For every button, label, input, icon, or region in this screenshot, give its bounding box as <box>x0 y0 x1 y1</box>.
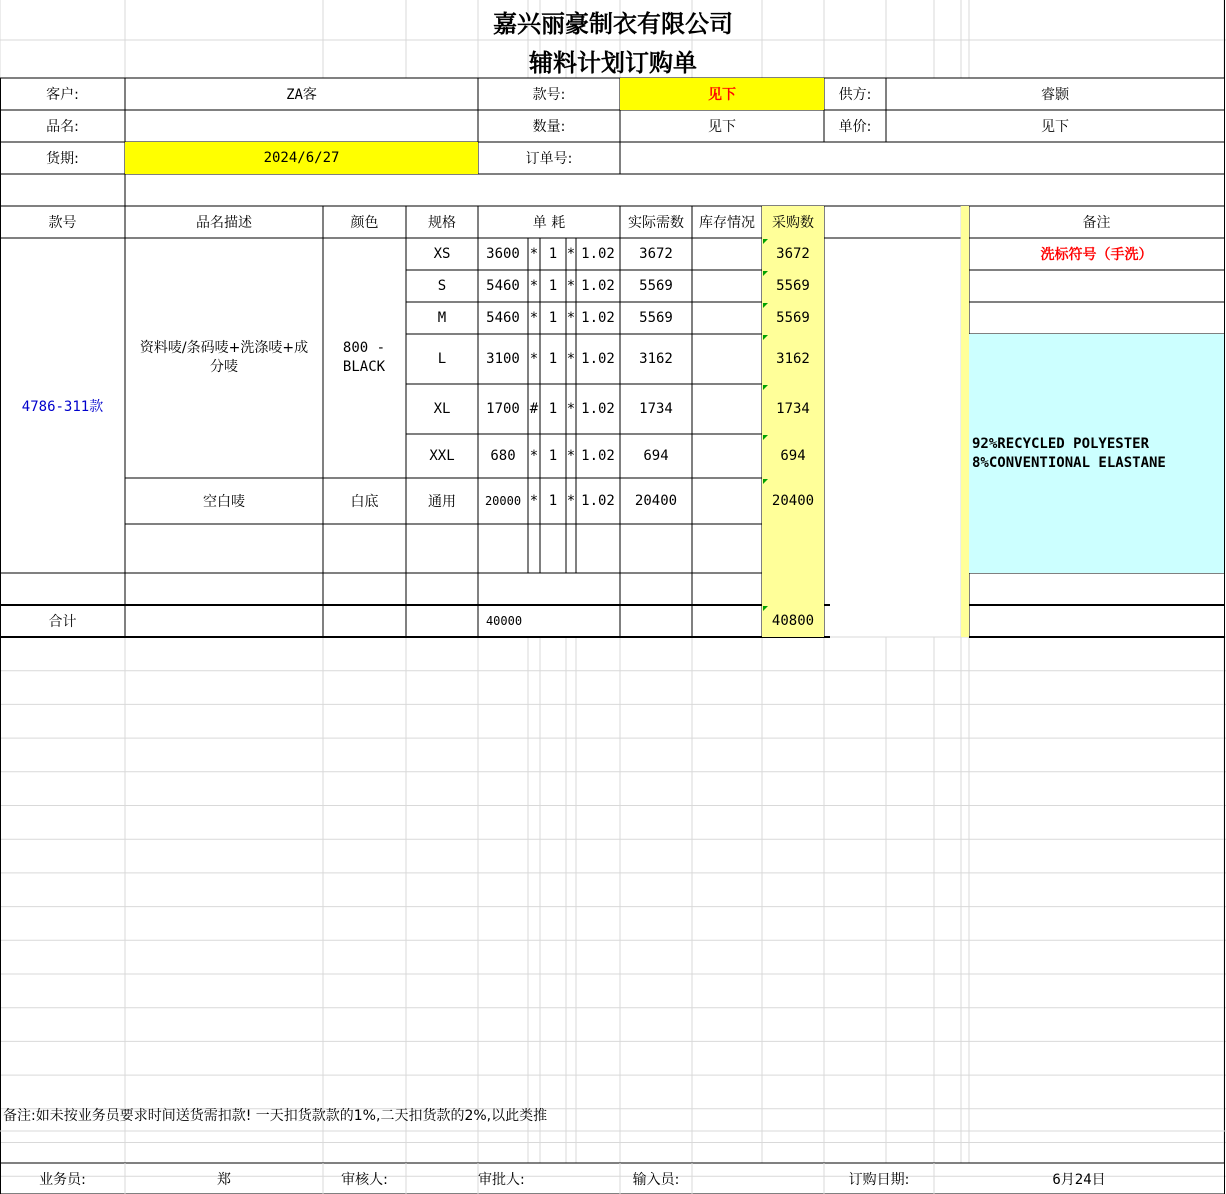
size-cell: L <box>437 351 447 367</box>
header-color: 颜色 <box>350 215 379 231</box>
description-main: 资料唛/条码唛+洗涤唛+成分唛 <box>139 340 309 375</box>
purchase-cell[interactable]: 1734 <box>776 401 810 417</box>
operator-cell: * <box>566 278 576 294</box>
multiplier-cell: 1 <box>548 246 558 262</box>
operator-cell: * <box>566 310 576 326</box>
qty-cell: 5460 <box>486 310 520 326</box>
size-cell: XL <box>433 401 451 417</box>
size-cell: XS <box>433 246 451 262</box>
approver-label: 审批人: <box>478 1171 525 1188</box>
remark-wash-symbol: 洗标符号（手洗） <box>1040 247 1153 263</box>
comment-marker <box>763 239 768 244</box>
comment-marker <box>763 335 768 340</box>
purchase-cell[interactable]: 3672 <box>776 246 810 262</box>
operator-cell: * <box>529 493 539 509</box>
style-number: 4786-311款 <box>21 398 104 415</box>
stock-cell[interactable] <box>692 478 762 524</box>
delivery-value[interactable]: 2024/6/27 <box>125 142 478 174</box>
rate-cell: 1.02 <box>581 448 615 464</box>
total-purchase: 40800 <box>771 613 815 629</box>
stock-cell[interactable] <box>692 384 762 434</box>
need-cell: 1734 <box>639 401 673 417</box>
unit-price-value[interactable]: 见下 <box>1041 119 1069 135</box>
need-cell: 20400 <box>634 493 678 509</box>
operator-cell: * <box>566 246 576 262</box>
rate-cell: 1.02 <box>581 278 615 294</box>
rate-cell: 1.02 <box>581 493 615 509</box>
qty-cell: 1700 <box>486 401 520 417</box>
stock-cell[interactable] <box>692 334 762 384</box>
need-cell: 694 <box>643 448 669 464</box>
purchase-cell[interactable]: 3162 <box>776 351 810 367</box>
size-cell: 通用 <box>428 494 456 510</box>
operator-cell: * <box>529 448 539 464</box>
stock-cell[interactable] <box>692 302 762 334</box>
comment-marker <box>763 435 768 440</box>
operator-cell: * <box>529 246 539 262</box>
rate-cell: 1.02 <box>581 310 615 326</box>
order-date-label: 订购日期: <box>848 1171 910 1188</box>
multiplier-cell: 1 <box>548 448 558 464</box>
remark-composition-line-2: 8%CONVENTIONAL ELASTANE <box>972 454 1166 471</box>
rate-cell: 1.02 <box>581 401 615 417</box>
style-no-label: 款号: <box>532 87 566 103</box>
unit-price-label: 单价: <box>838 119 872 135</box>
salesman-value[interactable]: 郑 <box>217 1171 231 1188</box>
multiplier-cell: 1 <box>548 493 558 509</box>
yellow-strip-header <box>961 206 969 238</box>
comment-marker <box>763 606 768 611</box>
operator-cell: * <box>529 278 539 294</box>
salesman-label: 业务员: <box>39 1171 86 1188</box>
comment-marker <box>763 385 768 390</box>
delivery-label: 货期: <box>46 151 79 167</box>
operator-cell: * <box>566 401 576 417</box>
reviewer-label: 审核人: <box>341 1171 388 1188</box>
product-name-label: 品名: <box>46 119 79 135</box>
stock-cell[interactable] <box>692 270 762 302</box>
purchase-cell[interactable]: 20400 <box>771 493 815 509</box>
rate-cell: 1.02 <box>581 351 615 367</box>
order-no-label: 订单号: <box>525 151 573 167</box>
order-no-value[interactable] <box>620 142 1224 174</box>
multiplier-cell: 1 <box>548 310 558 326</box>
row-blank-label-desc: 空白唛 <box>203 494 245 510</box>
comment-marker <box>763 271 768 276</box>
header-actual-need: 实际需数 <box>628 215 684 231</box>
multiplier-cell: 1 <box>548 401 558 417</box>
multiplier-cell: 1 <box>548 351 558 367</box>
header-stock: 库存情况 <box>699 215 755 231</box>
order-date-value[interactable]: 6月24日 <box>1052 1171 1106 1188</box>
size-cell: M <box>437 310 447 326</box>
stock-cell[interactable] <box>692 238 762 270</box>
multiplier-cell: 1 <box>548 278 558 294</box>
operator-cell: * <box>566 351 576 367</box>
comment-marker <box>763 303 768 308</box>
qty-cell: 3600 <box>486 246 520 262</box>
total-qty: 40000 <box>485 614 523 628</box>
operator-cell: * <box>529 310 539 326</box>
supplier-value[interactable]: 睿颢 <box>1041 87 1069 103</box>
customer-label: 客户: <box>46 87 79 103</box>
need-cell: 5569 <box>639 310 673 326</box>
operator-cell: * <box>566 448 576 464</box>
yellow-strip-body <box>961 238 969 637</box>
need-cell: 3162 <box>639 351 673 367</box>
form-title: 辅料计划订购单 <box>529 47 697 77</box>
customer-value[interactable]: ZA客 <box>286 87 317 103</box>
style-no-value[interactable]: 见下 <box>620 78 824 110</box>
quantity-value[interactable]: 见下 <box>708 119 736 135</box>
company-title: 嘉兴丽豪制衣有限公司 <box>493 8 733 38</box>
header-spec: 规格 <box>428 215 456 231</box>
header-consumption: 单 耗 <box>532 215 566 231</box>
size-cell: XXL <box>429 448 455 464</box>
remark-composition-line-1: 92%RECYCLED POLYESTER <box>972 435 1150 452</box>
qty-cell: 20000 <box>484 494 522 508</box>
row-blank-label-color: 白底 <box>350 494 379 510</box>
stock-cell[interactable] <box>692 434 762 478</box>
qty-cell: 3100 <box>486 351 520 367</box>
header-description: 品名描述 <box>196 215 252 231</box>
purchase-cell[interactable]: 5569 <box>776 278 810 294</box>
qty-cell: 5460 <box>486 278 520 294</box>
color-main: 800 - BLACK <box>342 340 386 375</box>
product-name-value[interactable] <box>125 110 478 142</box>
quantity-label: 数量: <box>532 119 566 135</box>
total-label: 合计 <box>48 614 77 630</box>
header-purchase-qty: 采购数 <box>762 206 824 238</box>
need-cell: 3672 <box>639 246 673 262</box>
rate-cell: 1.02 <box>581 246 615 262</box>
comment-marker <box>763 479 768 484</box>
purchase-cell[interactable]: 694 <box>780 448 806 464</box>
operator-cell: * <box>529 351 539 367</box>
need-cell: 5569 <box>639 278 673 294</box>
input-clerk-label: 输入员: <box>632 1171 680 1188</box>
header-remark: 备注 <box>1082 215 1111 231</box>
size-cell: S <box>437 278 447 294</box>
remark-composition-box <box>969 334 1224 573</box>
operator-cell: # <box>529 401 539 417</box>
header-style: 款号 <box>48 215 77 231</box>
operator-cell: * <box>566 493 576 509</box>
qty-cell: 680 <box>490 448 516 464</box>
supplier-label: 供方: <box>838 87 872 103</box>
footer-note: 备注:如未按业务员要求时间送货需扣款! 一天扣货款款的1%,二天扣货款的2%,以此类推 <box>3 1108 548 1124</box>
purchase-cell[interactable]: 5569 <box>776 310 810 326</box>
